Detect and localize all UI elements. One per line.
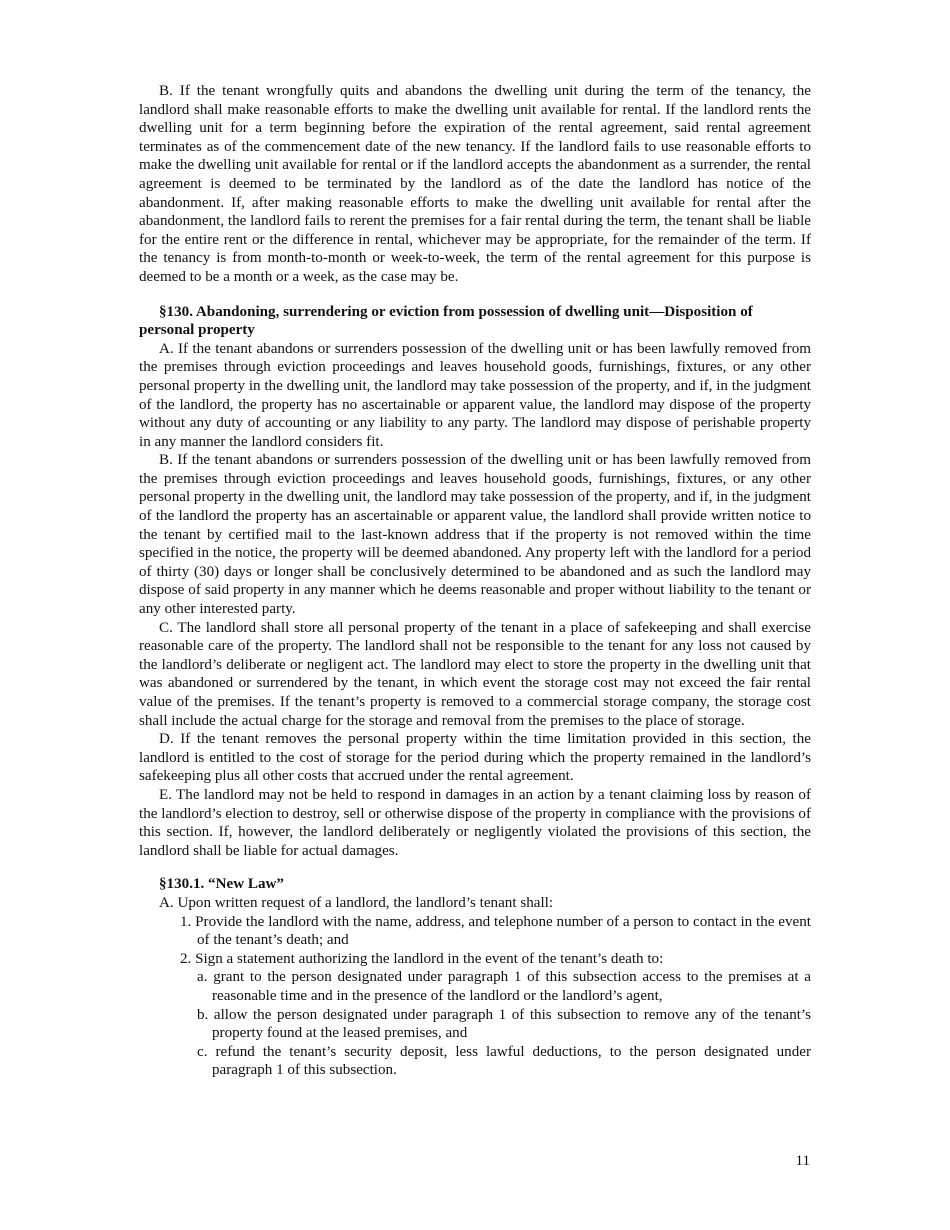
section-130-1-subitem-c: c. refund the tenant’s security deposit, less lawful deductions, to the person designated under paragraph 1 of this subsection. <box>197 1043 811 1079</box>
section-130-1-subitem-b: b. allow the person designated under paragraph 1 of this subsection to remove any of the tenant’s property found at the leased premises, and <box>197 1006 811 1042</box>
section-130-paragraph-a: A. If the tenant abandons or surrenders possession of the dwelling unit or has been lawfully removed from the premises through eviction proceedings and leaves household goods, furnishings, fixtures, or any other personal property in the dwelling unit, the landlord may take possession of the property, and if, in the judgment of the landlord, the property has no ascertainable or apparent value, the landlord may dispose of the property without any duty of accounting or any liability to any party. The landlord may dispose of perishable property in any manner the landlord considers fit. <box>139 340 811 450</box>
section-130-heading: §130. Abandoning, surrendering or eviction from possession of dwelling unit—Disposition of personal property <box>139 303 753 339</box>
section-130-1-item-2: 2. Sign a statement authorizing the landlord in the event of the tenant’s death to: <box>180 950 664 967</box>
section-130-1-subitem-a: a. grant to the person designated under paragraph 1 of this subsection access to the premises at a reasonable time and in the presence of the landlord or the landlord’s agent, <box>197 969 811 1004</box>
paragraph-b-tenant-abandonment: B. If the tenant wrongfully quits and abandons the dwelling unit during the term of the tenancy, the landlord shall make reasonable efforts to make the dwelling unit available for rental. If the landlord rents the dwelling unit for a term beginning before the expiration of the rental agreement, said rental agreement terminates as of the commencement date of the new tenancy. If the landlord fails to use reasonable efforts to make the dwelling unit available for rental or if the landlord accepts the abandonment as a surrender, the rental agreement is deemed to be terminated by the landlord as of the date the landlord has notice of the abandonment. If, after making reasonable efforts to make the dwelling unit available for rental after the abandonment, the landlord fails to rerent the premises for a fair rental during the term, the tenant shall be liable for the entire rent or the difference in rental, whichever may be appropriate, for the remainder of the term. If the tenancy is from month-to-month or week-to-week, the term of the rental agreement for this purpose is deemed to be a month or a week, as the case may be. <box>139 83 811 285</box>
section-130-paragraph-d: D. If the tenant removes the personal property within the time limitation provided in this section, the landlord is entitled to the cost of storage for the period during which the property remained in the landlord’s safekeeping plus all other costs that accrued under the rental agreement. <box>139 731 811 785</box>
section-130-paragraph-c: C. The landlord shall store all personal property of the tenant in a place of safekeeping and shall exercise reasonable care of the property. The landlord shall not be responsible to the tenant for any loss not caused by the landlord’s deliberate or negligent act. The landlord may elect to store the property in the dwelling unit that was abandoned or surrendered by the tenant, in which event the storage cost may not exceed the fair rental value of the premises. If the tenant’s property is removed to a commercial storage company, the storage cost shall include the actual charge for the storage and removal from the premises to the place of storage. <box>139 619 811 729</box>
section-130-paragraph-b: B. If the tenant abandons or surrenders possession of the dwelling unit or has been lawfully removed from the premises through eviction proceedings and leaves household goods, furnishings, fixtures, or any other personal property in the dwelling unit, the landlord may take possession of the property, and if, in the judgment of the landlord the property has an ascertainable or apparent value, the landlord shall provide written notice to the tenant by certified mail to the last-known address that if the property is not removed within the time specified in the notice, the property will be deemed abandoned. Any property left with the landlord for a period of thirty (30) days or longer shall be conclusively determined to be abandoned and as such the landlord may dispose of said property in any manner which he deems reasonable and proper without liability to the tenant or any other interested party. <box>139 452 811 618</box>
page-number: 11 <box>795 1153 810 1169</box>
section-130-1-intro: A. Upon written request of a landlord, the landlord’s tenant shall: <box>159 894 554 911</box>
section-130-paragraph-e: E. The landlord may not be held to respond in damages in an action by a tenant claiming loss by reason of the landlord’s election to destroy, sell or otherwise dispose of the property in compliance with the provisions of this section. If, however, the landlord deliberately or negligently violated the provisions of this section, the landlord shall be liable for actual damages. <box>139 786 811 859</box>
page-body <box>139 82 811 1080</box>
section-130-1-heading: §130.1. “New Law” <box>159 876 284 893</box>
section-130-1-item-1: 1. Provide the landlord with the name, address, and telephone number of a person to contact in the event of the tenant’s death; and <box>180 913 811 949</box>
